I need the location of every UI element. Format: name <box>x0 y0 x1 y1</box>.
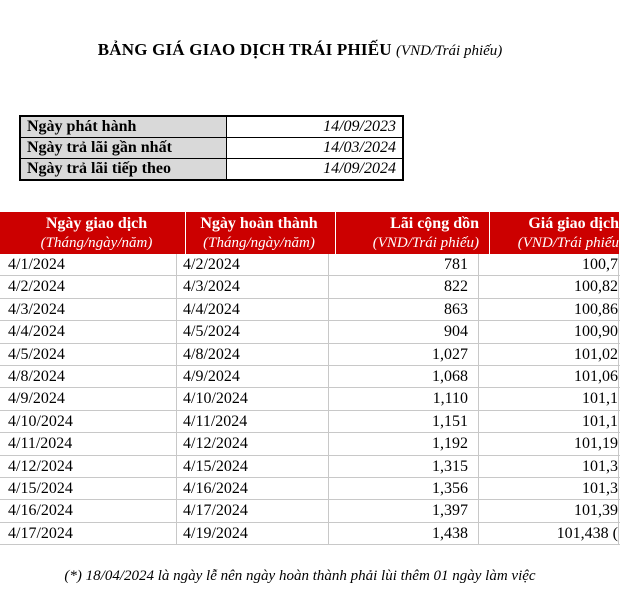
header-trade-date <box>0 212 186 254</box>
cell-trade-date: 4/4/2024 <box>0 321 177 342</box>
info-value: 14/09/2023 <box>227 116 404 138</box>
info-label: Ngày trả lãi gần nhất <box>20 138 227 159</box>
footnote: (*) 18/04/2024 là ngày lễ nên ngày hoàn thành phải lùi thêm 01 ngày làm việc <box>64 568 536 584</box>
cell-trade-price: 100,86 <box>479 299 619 320</box>
table-row <box>0 478 620 500</box>
cell-settlement-date: 4/12/2024 <box>177 433 329 454</box>
price-table <box>0 212 620 545</box>
cell-trade-date: 4/11/2024 <box>0 433 177 454</box>
header-subtitle: (VND/Trái phiếu) <box>372 235 479 251</box>
cell-settlement-date: 4/9/2024 <box>177 366 329 387</box>
cell-trade-price: 101,3 <box>479 478 619 499</box>
cell-trade-date: 4/16/2024 <box>0 500 177 521</box>
table-row <box>0 411 620 433</box>
cell-settlement-date: 4/4/2024 <box>177 299 329 320</box>
header-title: Ngày hoàn thành <box>200 215 318 232</box>
header-trade-price <box>479 212 620 254</box>
cell-accrued-interest: 1,356 <box>329 478 479 499</box>
cell-settlement-date: 4/11/2024 <box>177 411 329 432</box>
cell-settlement-date: 4/15/2024 <box>177 456 329 477</box>
cell-accrued-interest: 1,110 <box>329 388 479 409</box>
cell-accrued-interest: 904 <box>329 321 479 342</box>
table-row <box>0 500 620 522</box>
cell-trade-price: 101,39 <box>479 500 619 521</box>
cell-trade-price: 101,3 <box>479 456 619 477</box>
cell-settlement-date: 4/10/2024 <box>177 388 329 409</box>
cell-trade-date: 4/1/2024 <box>0 254 177 275</box>
cell-trade-price: 101,438 ( <box>479 523 619 544</box>
cell-settlement-date: 4/2/2024 <box>177 254 329 275</box>
cell-trade-date: 4/10/2024 <box>0 411 177 432</box>
bond-info-table <box>19 115 404 181</box>
header-title: Lãi cộng dồn <box>390 215 479 232</box>
cell-trade-date: 4/2/2024 <box>0 276 177 297</box>
info-row-issue-date <box>20 116 403 138</box>
page-title <box>0 40 600 60</box>
header-subtitle: (Tháng/ngày/năm) <box>40 235 153 251</box>
cell-settlement-date: 4/17/2024 <box>177 500 329 521</box>
cell-trade-price: 101,1 <box>479 388 619 409</box>
info-row-last-coupon <box>20 138 403 159</box>
cell-accrued-interest: 822 <box>329 276 479 297</box>
cell-accrued-interest: 863 <box>329 299 479 320</box>
table-row <box>0 344 620 366</box>
cell-accrued-interest: 1,068 <box>329 366 479 387</box>
cell-accrued-interest: 1,151 <box>329 411 479 432</box>
info-row-next-coupon <box>20 159 403 181</box>
cell-trade-date: 4/9/2024 <box>0 388 177 409</box>
header-accrued-interest <box>329 212 490 254</box>
cell-accrued-interest: 781 <box>329 254 479 275</box>
table-header <box>0 212 620 254</box>
cell-settlement-date: 4/16/2024 <box>177 478 329 499</box>
header-subtitle: (Tháng/ngày/năm) <box>203 235 315 251</box>
cell-trade-date: 4/8/2024 <box>0 366 177 387</box>
cell-accrued-interest: 1,315 <box>329 456 479 477</box>
table-row <box>0 276 620 298</box>
cell-trade-date: 4/3/2024 <box>0 299 177 320</box>
info-value: 14/09/2024 <box>227 159 404 181</box>
cell-trade-price: 101,02 <box>479 344 619 365</box>
cell-trade-date: 4/17/2024 <box>0 523 177 544</box>
header-subtitle: (VND/Trái phiếu <box>517 235 619 251</box>
cell-trade-date: 4/12/2024 <box>0 456 177 477</box>
table-row <box>0 299 620 321</box>
table-body <box>0 254 620 545</box>
title-unit: (VND/Trái phiếu) <box>396 43 503 59</box>
cell-trade-price: 101,06 <box>479 366 619 387</box>
cell-trade-price: 100,90 <box>479 321 619 342</box>
table-row <box>0 456 620 478</box>
cell-accrued-interest: 1,397 <box>329 500 479 521</box>
table-row <box>0 321 620 343</box>
title-main: BẢNG GIÁ GIAO DỊCH TRÁI PHIẾU <box>97 40 392 59</box>
table-row <box>0 388 620 410</box>
info-value: 14/03/2024 <box>227 138 404 159</box>
table-row <box>0 523 620 545</box>
header-title: Ngày giao dịch <box>45 215 148 232</box>
cell-settlement-date: 4/8/2024 <box>177 344 329 365</box>
info-label: Ngày trả lãi tiếp theo <box>20 159 227 181</box>
header-title: Giá giao dịch <box>528 215 619 232</box>
info-label: Ngày phát hành <box>20 116 227 138</box>
cell-settlement-date: 4/5/2024 <box>177 321 329 342</box>
table-row <box>0 433 620 455</box>
cell-trade-date: 4/5/2024 <box>0 344 177 365</box>
table-row <box>0 366 620 388</box>
cell-trade-date: 4/15/2024 <box>0 478 177 499</box>
cell-accrued-interest: 1,438 <box>329 523 479 544</box>
cell-settlement-date: 4/3/2024 <box>177 276 329 297</box>
cell-trade-price: 101,19 <box>479 433 619 454</box>
cell-trade-price: 100,82 <box>479 276 619 297</box>
cell-accrued-interest: 1,192 <box>329 433 479 454</box>
cell-accrued-interest: 1,027 <box>329 344 479 365</box>
cell-trade-price: 101,1 <box>479 411 619 432</box>
cell-settlement-date: 4/19/2024 <box>177 523 329 544</box>
cell-trade-price: 100,7 <box>479 254 619 275</box>
table-row <box>0 254 620 276</box>
header-settlement-date <box>177 212 336 254</box>
